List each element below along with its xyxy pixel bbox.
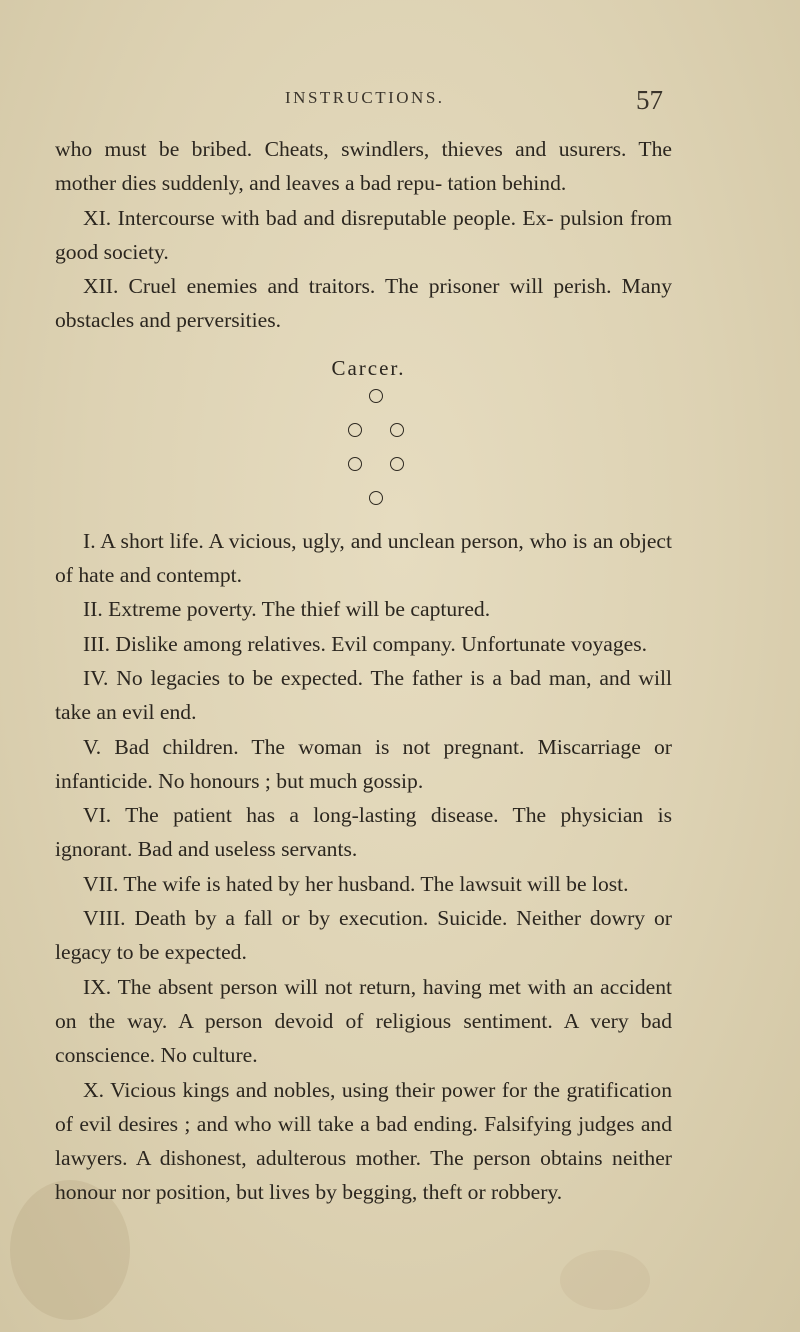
page-number: 57 xyxy=(636,85,663,115)
running-title: INSTRUCTIONS. xyxy=(285,88,445,107)
paragraph-house-x: X. Vicious kings and nobles, using their power for the gratification of evil desires ; and who will take a bad ending. Falsifying judges and lawyers. A dishonest, adulterous mother. The person obtains neither honour nor position, but lives by begging, theft or robbery. xyxy=(55,1077,672,1205)
paragraph-house-i: I. A short life. A vicious, ugly, and unclean person, who is an object of hate and contempt. xyxy=(55,528,672,588)
paragraph-house-vi: VI. The patient has a long-lasting disease. The physician is ignorant. Bad and useless servants. xyxy=(55,803,672,862)
paragraph-house-vii: VII. The wife is hated by her husband. The lawsuit will be lost. xyxy=(83,871,629,896)
paragraph-continuation: who must be bribed. Cheats, swindlers, thieves and usurers. The mother dies suddenly, and leaves a bad repu- tation behind. xyxy=(55,137,672,196)
paragraph-house-v: V. Bad children. The woman is not pregnant. Miscarriage or infanticide. No honours ; but much gossip. xyxy=(55,734,672,793)
paper-stain xyxy=(560,1250,650,1310)
figure-point xyxy=(390,457,404,471)
figure-point xyxy=(369,389,383,403)
running-header xyxy=(0,85,800,116)
paragraph-house-ii: II. Extreme poverty. The thief will be captured. xyxy=(83,597,491,622)
body-text xyxy=(55,132,672,1210)
paragraph-house-iii: III. Dislike among relatives. Evil company. Unfortunate voyages. xyxy=(83,631,648,656)
geomantic-figure xyxy=(55,386,672,524)
section-title: Carcer. xyxy=(331,355,406,380)
figure-point xyxy=(348,457,362,471)
figure-point xyxy=(369,491,383,505)
paragraph-house-ix: IX. The absent person will not return, having met with an accident on the way. A person devoid of religious sentiment. A very bad conscience. No culture. xyxy=(55,974,672,1068)
paragraph-house-viii: VIII. Death by a fall or by execution. Suicide. Neither dowry or legacy to be expected. xyxy=(55,906,672,965)
figure-point xyxy=(348,423,362,437)
paragraph-house-xii: XII. Cruel enemies and traitors. The prisoner will perish. Many obstacles and perversities. xyxy=(55,274,672,333)
paragraph-house-xi: XI. Intercourse with bad and disreputable people. Ex- pulsion from good society. xyxy=(55,205,672,264)
figure-point xyxy=(390,423,404,437)
paragraph-house-iv: IV. No legacies to be expected. The father is a bad man, and will take an evil end. xyxy=(55,665,672,725)
